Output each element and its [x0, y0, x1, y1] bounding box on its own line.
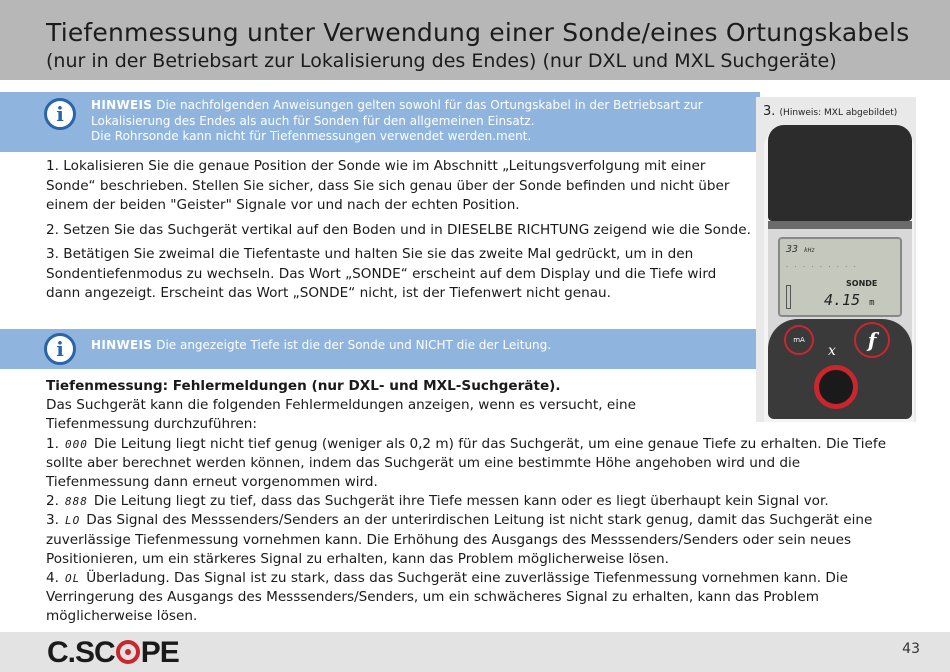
- device-caption: 3. (Hinweis: MXL abgebildet): [763, 104, 898, 119]
- page-footer: [0, 632, 950, 672]
- logo-target-icon: [116, 640, 140, 664]
- note-body: Die angezeigte Tiefe ist die der Sonde und NICHT die der Leitung.: [156, 338, 552, 352]
- error-item: 4. OL Überladung. Das Signal ist zu stark, dass das Suchgerät eine zuverlässige Tiefenmessung vornehmen kann. Die Verringerung des Ausgangs des Messsenders/Senders, um ein schwächeres Signal zu erhalten, kann das Problem möglicherweise lösen.: [46, 570, 848, 625]
- page-title: Tiefenmessung unter Verwendung einer Sonde/eines Ortungskabels: [46, 18, 910, 47]
- depth-button: x: [828, 343, 836, 359]
- page-number: 43: [902, 641, 920, 657]
- error-code: OL: [64, 572, 81, 586]
- step-3: 3. Betätigen Sie zweimal die Tiefentaste und halten Sie sie das zweite Mal gedrückt, um in den Sondentiefenmodus zu wechseln. Das Wort „SONDE“ erscheint auf dem Display und die Tiefe wird dann angezeigt. Erscheint das Wort „SONDE“ nicht, ist der Tiefenwert nicht genau.: [46, 246, 717, 301]
- error-code: 000: [64, 437, 88, 451]
- note-body-2: Die Rohrsonde kann nicht für Tiefenmessungen verwendet werden.ment.: [91, 129, 532, 143]
- step-2: 2. Setzen Sie das Suchgerät vertikal auf den Boden und in DIESELBE RICHTUNG zeigend wie die Sonde.: [46, 221, 751, 238]
- error-heading: Tiefenmessung: Fehlermeldungen (nur DXL- und MXL-Suchgeräte).: [46, 378, 561, 394]
- note-body: Die nachfolgenden Anweisungen gelten sowohl für das Ortungskabel in der Betriebsart zur Lokalisierung des Endes als auch für Sonden für den allgemeinen Einsatz.: [91, 98, 703, 128]
- trigger-button: [814, 365, 858, 409]
- display-depth: 4.15 m: [824, 291, 875, 309]
- device-top: [768, 125, 912, 221]
- info-icon: i: [44, 98, 76, 130]
- error-item: 3. LO Das Signal des Messsenders/Senders an der unterirdischen Leitung ist nicht stark genug, damit das Suchgerät eine zuverlässige Tiefenmessung vornehmen kann. Die Erhöhung des Ausgangs des Messsenders/Senders oder sein neues Positionieren, um ein stärkeres Signal zu erhalten, kann das Problem möglicherweise lösen.: [46, 512, 873, 567]
- note-label: HINWEIS: [91, 98, 153, 112]
- signal-bar: [786, 285, 791, 309]
- error-code: LO: [64, 514, 81, 528]
- note-label: HINWEIS: [91, 338, 153, 352]
- note-text-2: [91, 338, 751, 354]
- note-text-1: [91, 98, 751, 145]
- step-1: 1. Lokalisieren Sie die genaue Position der Sonde wie im Abschnitt „Leitungsverfolgung mit einer Sonde“ beschrieben. Stellen Sie sicher, dass Sie sich genau über der Sonde befinden und nicht über einem der beiden "Geister" Signale vor und nach der echten Position.: [46, 158, 730, 213]
- cscope-logo: C.SC PE: [47, 636, 179, 669]
- device-band: [768, 221, 912, 229]
- instruction-steps: [46, 157, 751, 309]
- page-header: [0, 0, 950, 80]
- device-display: [778, 237, 902, 317]
- display-frequency: 33 kHz: [786, 244, 815, 255]
- display-mode: SONDE: [846, 279, 878, 288]
- display-dots: · · · · · · · · ·: [786, 263, 858, 271]
- page-subtitle: (nur in der Betriebsart zur Lokalisierung des Endes) (nur DXL und MXL Suchgeräte): [46, 50, 837, 72]
- ma-button: mA: [784, 325, 814, 355]
- error-code: 888: [64, 495, 88, 509]
- error-item: 1. 000 Die Leitung liegt nicht tief genug (weniger als 0,2 m) für das Suchgerät, um eine genaue Tiefe zu erhalten. Die Tiefe sollte aber berechnet werden können, indem das Suchgerät um eine bestimmte Höhe angehoben wird und die Tiefenmessung dann erneut vorgenommen wird.: [46, 435, 887, 491]
- error-intro: Das Suchgerät kann die folgenden Fehlermeldungen anzeigen, wenn es versucht, eine Tiefenmessung durchzuführen:: [46, 397, 636, 433]
- info-icon: i: [44, 333, 76, 365]
- error-item: 2. 888 Die Leitung liegt zu tief, dass das Suchgerät ihre Tiefe messen kann oder es liegt überhaupt kein Signal vor.: [46, 493, 829, 510]
- function-button: f: [854, 322, 890, 358]
- device-illustration: [756, 97, 916, 422]
- note-box-1: [0, 92, 760, 152]
- note-box-2: [0, 329, 760, 369]
